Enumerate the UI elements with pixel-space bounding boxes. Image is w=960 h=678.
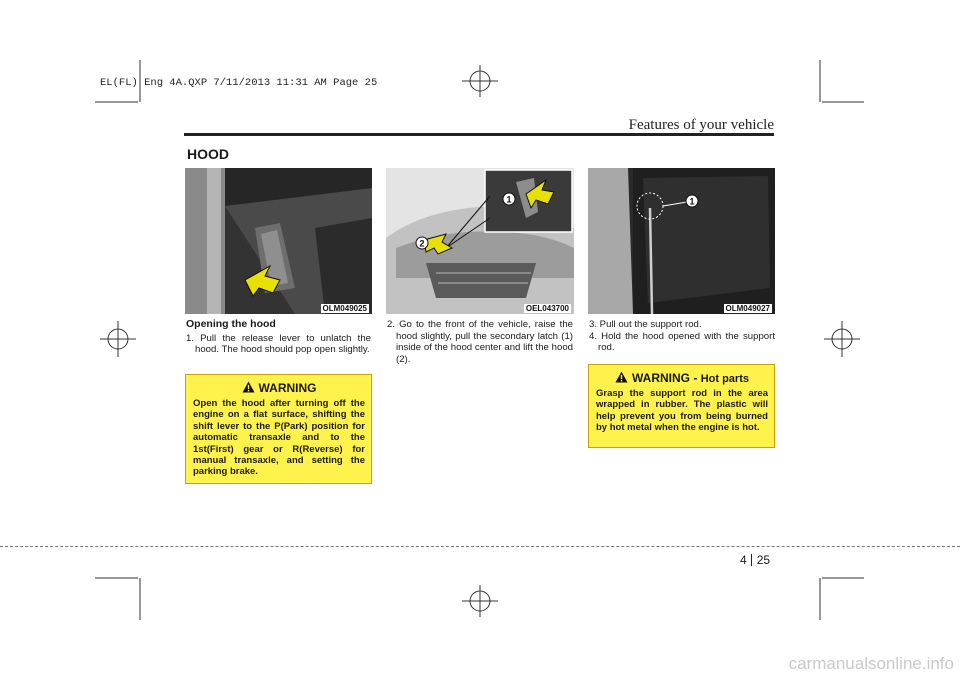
- figure-code: OLM049025: [322, 304, 367, 313]
- warning-heading: [596, 371, 768, 385]
- subheading-opening-hood: Opening the hood: [186, 318, 276, 330]
- chapter-number: 4: [740, 553, 747, 567]
- page-number: [740, 553, 770, 567]
- column-3-text: [589, 319, 775, 354]
- warning-heading: [193, 381, 365, 395]
- step-4: 4. Hold the hood opened with the support rod.: [589, 330, 775, 354]
- page-number-value: 25: [756, 553, 771, 567]
- figure-code: OEL043700: [525, 304, 569, 313]
- callout-1: 1: [689, 196, 695, 207]
- warning-body: Open the hood after turning off the engine on a flat surface, shifting the shift lever to the P(Park) position for automatic transaxle and to the 1st(First) gear or R(Reverse) for manual transaxle, and setting the parking brake.: [193, 398, 365, 478]
- warning-title: WARNING: [258, 381, 317, 395]
- step-1: 1. Pull the release lever to unlatch the hood. The hood should pop open slightly.: [186, 332, 371, 356]
- figure-code: OLM049027: [725, 304, 770, 313]
- step-3: 3. Pull out the support rod.: [589, 319, 702, 330]
- running-head: Features of your vehicle: [628, 117, 774, 133]
- warning-subtitle: Hot parts: [700, 373, 749, 385]
- warning-triangle-icon: [242, 381, 255, 393]
- footer-dashed-rule: [0, 546, 960, 547]
- warning-box-hot-parts: [588, 364, 775, 448]
- page-number-separator: [751, 554, 752, 566]
- steps-list-1: [186, 333, 371, 356]
- column-1-text: [186, 319, 371, 356]
- callout-2: 2: [419, 238, 425, 249]
- steps-list-3: [589, 319, 775, 354]
- figure-release-lever: [185, 168, 372, 314]
- support-rod-illustration: [588, 168, 775, 314]
- warning-body: Grasp the support rod in the area wrapped in rubber. The plastic will help prevent you from being burned by hot metal when the engine is hot.: [596, 388, 768, 434]
- warning-title: WARNING -: [632, 371, 701, 385]
- warning-box-parking: [185, 374, 372, 484]
- release-lever-illustration: [185, 168, 372, 314]
- footer-watermark-url[interactable]: carmanualsonline.info: [788, 654, 954, 673]
- figure-support-rod: [588, 168, 775, 314]
- callout-1: 1: [506, 194, 512, 205]
- section-title: HOOD: [187, 146, 229, 162]
- steps-list-2: [387, 319, 573, 365]
- figure-secondary-latch: [386, 168, 574, 314]
- step-2: 2. Go to the front of the vehicle, raise the hood slightly, pull the secondary latch (1) inside of the hood center and lift the hood (2).: [387, 319, 573, 365]
- secondary-latch-illustration: [386, 168, 574, 314]
- print-slug: EL(FL) Eng 4A.QXP 7/11/2013 11:31 AM Page 25: [100, 77, 378, 89]
- header-rule: [184, 133, 774, 136]
- warning-triangle-icon: [615, 371, 628, 383]
- column-2-text: [387, 319, 573, 365]
